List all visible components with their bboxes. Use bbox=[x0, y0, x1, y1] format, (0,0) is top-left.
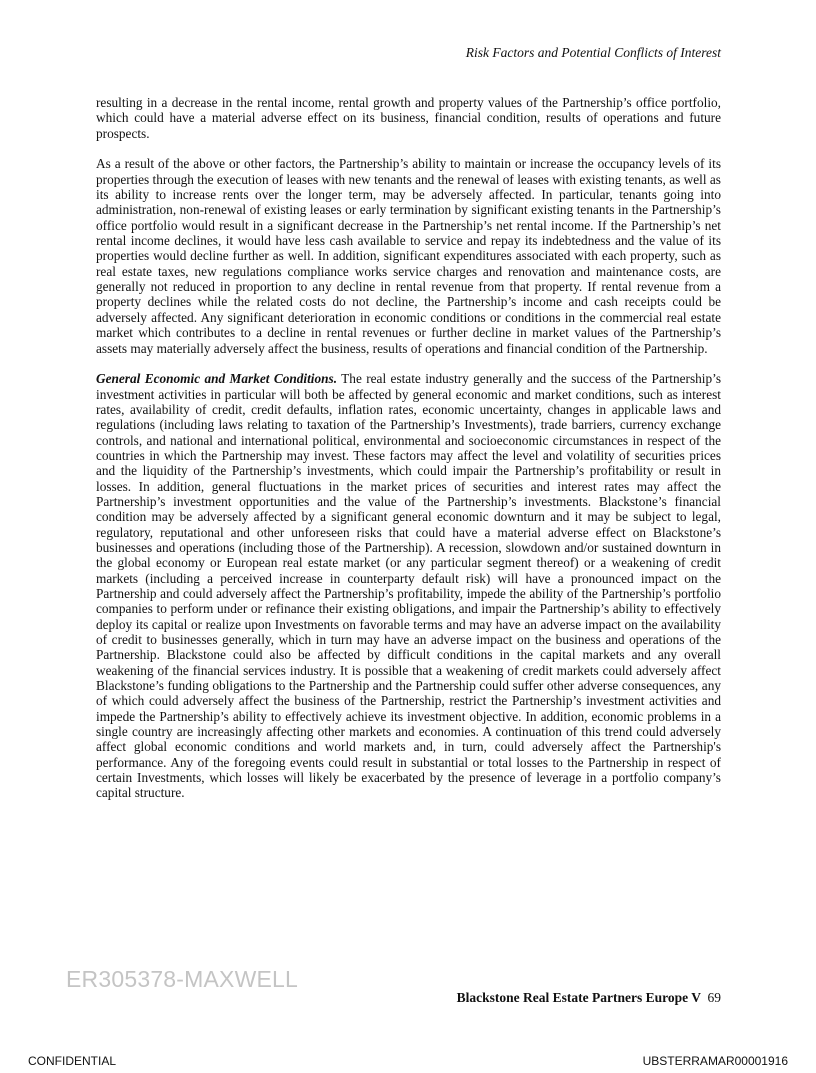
paragraph-3-text: The real estate industry generally and the success of the Partnership’s investment activities in particular will both be affected by general economic and market conditions, such as interest rates, availability of credit, credit defaults, inflation rates, economic uncertainty, changes in applicable laws and regulations (including laws relating to taxation of the Partnership’s Investments), trade barriers, currency exchange controls, and national and international political, environmental and socioeconomic circumstances in respect of the countries in which the Partnership may invest. These factors may affect the level and volatility of securities prices and the liquidity of the Partnership’s investments, which could impair the Partnership’s profitability or result in losses. In addition, general fluctuations in the market prices of securities and interest rates may affect the Partnership’s investment opportunities and the value of the Partnership’s investments. Blackstone’s financial condition may be adversely affected by a significant general economic downturn and it may be subject to legal, regulatory, reputational and other unforeseen risks that could have a material adverse effect on Blackstone’s businesses and operations (including those of the Partnership). A recession, slowdown and/or sustained downturn in the global economy or European real estate market (or any particular segment thereof) or a weakening of credit markets (including a perceived increase in counterparty default risk) will have a pronounced impact on the Partnership and could adversely affect the Partnership’s profitability, impede the ability of the Partnership’s portfolio companies to perform under or refinance their existing obligations, and impair the Partnership’s ability to effectively deploy its capital or realize upon Investments on favorable terms and may have an adverse impact on the availability of credit to businesses generally, which in turn may have an adverse impact on the business and operations of the Partnership. Blackstone could also be affected by difficult conditions in the capital markets and any overall weakening of the financial services industry. It is possible that a weakening of credit markets could adversely affect Blackstone’s funding obligations to the Partnership and the Partnership could suffer other adverse consequences, any of which could adversely affect the business of the Partnership, restrict the Partnership’s investment activities and impede the Partnership’s ability to effectively achieve its investment objective. In addition, economic problems in a single country are increasingly affecting other markets and economies. A continuation of this trend could adversely affect global economic conditions and world markets and, in turn, could adversely affect the Partnership's performance. Any of the foregoing events could result in substantial or total losses to the Partnership in respect of certain Investments, which losses will likely be exacerbated by the presence of leverage in a portfolio company’s capital structure. bbox=[96, 371, 721, 801]
confidential-label: CONFIDENTIAL bbox=[28, 1054, 117, 1068]
document-id-stamp: ER305378-MAXWELL bbox=[66, 966, 299, 992]
running-header: Risk Factors and Potential Conflicts of Interest bbox=[465, 45, 721, 60]
body-text bbox=[96, 95, 721, 801]
page-number: 69 bbox=[707, 990, 721, 1005]
paragraph-3 bbox=[96, 371, 721, 801]
paragraph-1: resulting in a decrease in the rental income, rental growth and property values of the Partnership’s office portfolio, which could have a material adverse effect on its business, financial condition, results of operations and future prospects. bbox=[96, 95, 721, 141]
footer-document-title: Blackstone Real Estate Partners Europe V bbox=[456, 990, 701, 1005]
paragraph-2: As a result of the above or other factors, the Partnership’s ability to maintain or increase the occupancy levels of its properties through the execution of leases with new tenants and the renewal of leases with existing tenants, as well as its ability to increase rents over the longer term, may be adversely affected. In particular, tenants going into administration, non-renewal of existing leases or early termination by significant existing tenants in the Partnership’s office portfolio would result in a significant decrease in the Partnership’s net rental income. If the Partnership’s net rental income declines, it would have less cash available to service and repay its indebtedness and the value of its properties would decline further as well. In addition, significant expenditures associated with each property, such as real estate taxes, new regulations compliance works service charges and renovation and maintenance costs, are generally not reduced in proportion to any decline in rental revenue from that property. If rental revenue from a property declines while the related costs do not decline, the Partnership’s income and cash receipts could be adversely affected. Any significant deterioration in economic conditions or conditions in the commercial real estate market which contributes to a decline in rental revenues or further decline in market values of the Partnership’s assets may materially adversely affect the business, results of operations and financial condition of the Partnership. bbox=[96, 156, 721, 356]
bates-number: UBSTERRAMAR00001916 bbox=[642, 1054, 788, 1068]
section-heading: General Economic and Market Conditions. bbox=[96, 371, 338, 387]
